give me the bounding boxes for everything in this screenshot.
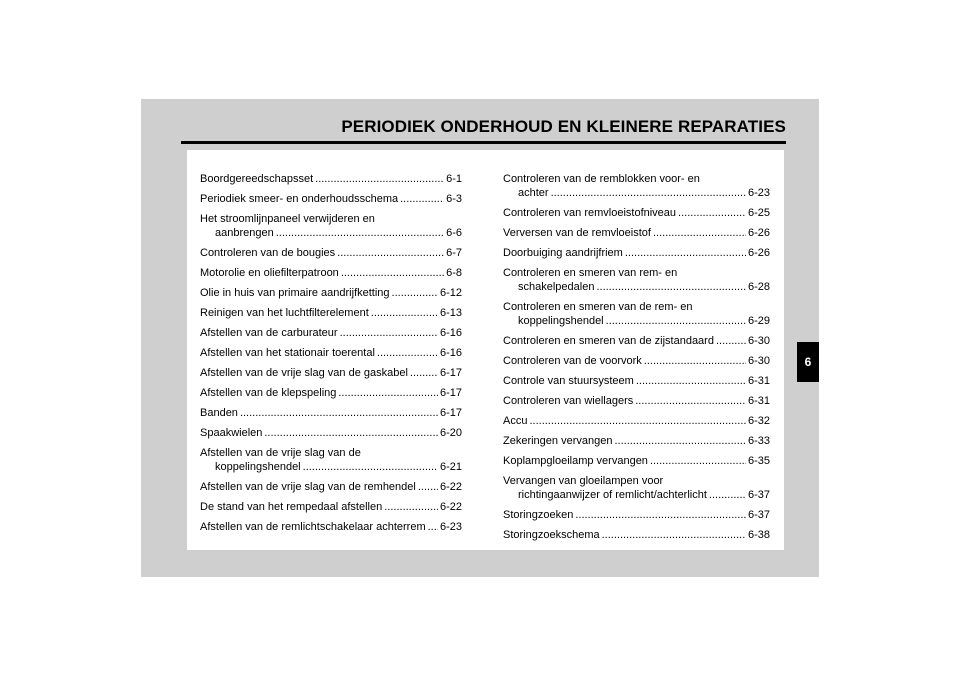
toc-entry-title: Afstellen van de vrije slag van de [200,447,361,459]
toc-entry[interactable] [503,474,770,502]
toc-entry-title: Afstellen van de vrije slag van de remhendel [200,481,416,493]
toc-entry[interactable] [200,406,462,420]
toc-dot-leader [338,386,438,400]
toc-entry-line [200,406,462,420]
toc-page-number: 6-38 [747,529,770,541]
toc-entry-title: Storingzoekschema [503,529,600,541]
toc-page-number: 6-21 [439,461,462,473]
toc-entry-line [503,280,770,294]
toc-page-number: 6-16 [439,347,462,359]
toc-page-number: 6-31 [747,395,770,407]
toc-page-number: 6-17 [439,407,462,419]
toc-entry[interactable] [200,172,462,186]
toc-page-number: 6-33 [747,435,770,447]
toc-dot-leader [400,192,444,206]
toc-entry-line [503,186,770,200]
toc-entry-line [200,346,462,360]
toc-dot-leader [606,314,746,328]
toc-entry-title: De stand van het rempedaal afstellen [200,501,383,513]
toc-entry-title: Controleren van de bougies [200,247,336,259]
toc-entry-title: Controleren van remvloeistofniveau [503,207,677,219]
toc-page-number: 6-7 [446,247,462,259]
toc-dot-leader [653,226,746,240]
toc-dot-leader [377,346,438,360]
toc-entry[interactable] [200,192,462,206]
toc-entry-title: Reinigen van het luchtfilterelement [200,307,369,319]
toc-entry-title: Controle van stuursysteem [503,375,634,387]
toc-entry-title: Zekeringen vervangen [503,435,613,447]
page-title: PERIODIEK ONDERHOUD EN KLEINERE REPARATIES [341,117,786,136]
toc-entry[interactable] [503,434,770,448]
toc-entry-line [200,246,462,260]
toc-dot-leader [418,480,438,494]
toc-entry-line [503,454,770,468]
toc-entry-line [200,366,462,380]
toc-page-number: 6-8 [446,267,462,279]
toc-entry-line [503,334,770,348]
toc-entry-title: Controleren van wiellagers [503,395,634,407]
toc-page-number: 6-1 [446,173,462,185]
toc-entry-title: Doorbuiging aandrijfriem [503,247,623,259]
toc-entry-line [200,286,462,300]
toc-entry-line [200,460,462,474]
toc-entry-title: achter [518,187,549,199]
toc-entry-title: Periodiek smeer- en onderhoudsschema [200,193,399,205]
toc-entry[interactable] [503,172,770,200]
toc-entry[interactable] [200,386,462,400]
toc-entry-line [503,414,770,428]
toc-entry[interactable] [503,414,770,428]
toc-page-number: 6-13 [439,307,462,319]
toc-entry-line [503,434,770,448]
toc-page-number: 6-28 [747,281,770,293]
toc-entry-title: Storingzoeken [503,509,574,521]
toc-page-number: 6-17 [439,367,462,379]
toc-entry-title: Afstellen van het stationair toerental [200,347,375,359]
toc-entry-line [503,300,770,314]
toc-page-number: 6-17 [439,387,462,399]
toc-page-number: 6-30 [747,355,770,367]
toc-entry[interactable] [503,528,770,542]
toc-dot-leader [716,334,746,348]
toc-dot-leader [575,508,746,522]
toc-entry-line [200,192,462,206]
toc-entry-title: Koplampgloeilamp vervangen [503,455,648,467]
toc-entry-line [503,172,770,186]
toc-entry[interactable] [503,226,770,240]
toc-dot-leader [614,434,746,448]
toc-entry[interactable] [200,346,462,360]
toc-entry[interactable] [200,480,462,494]
toc-entry-line [200,172,462,186]
toc-page-number: 6-22 [439,481,462,493]
toc-entry[interactable] [200,306,462,320]
toc-page-number: 6-31 [747,375,770,387]
toc-dot-leader [371,306,438,320]
toc-entry-line [200,306,462,320]
toc-page-number: 6-26 [747,227,770,239]
toc-entry-title: Afstellen van de carburateur [200,327,338,339]
toc-entry-title: Afstellen van de vrije slag van de gaskabel [200,367,408,379]
toc-dot-leader [709,488,746,502]
toc-page-number: 6-6 [446,227,462,239]
toc-entry-line [503,374,770,388]
toc-entry-line [200,386,462,400]
toc-page-number: 6-25 [747,207,770,219]
manual-page [141,99,819,577]
toc-entry[interactable] [503,246,770,260]
toc-entry-title: Accu [503,415,528,427]
toc-entry-line [200,212,462,226]
toc-page-number: 6-16 [439,327,462,339]
toc-entry[interactable] [200,286,462,300]
toc-entry-title: Controleren van de remblokken voor- en [503,173,700,185]
toc-entry-line [503,246,770,260]
toc-entry[interactable] [503,374,770,388]
toc-page-number: 6-23 [439,521,462,533]
toc-entry-line [503,474,770,488]
toc-entry[interactable] [503,394,770,408]
toc-entry-title: Vervangen van gloeilampen voor [503,475,664,487]
toc-dot-leader [551,186,746,200]
toc-dot-leader [602,528,746,542]
toc-entry[interactable] [503,354,770,368]
toc-page-number: 6-22 [439,501,462,513]
toc-entry-line [200,266,462,280]
toc-page-number: 6-29 [747,315,770,327]
toc-entry-title: koppelingshendel [215,461,301,473]
toc-entry-title: Verversen van de remvloeistof [503,227,651,239]
toc-dot-leader [596,280,746,294]
toc-entry-title: koppelingshendel [518,315,604,327]
toc-entry-title: Afstellen van de klepspeling [200,387,337,399]
title-underline [181,141,786,144]
toc-entry[interactable] [503,300,770,328]
toc-page-number: 6-37 [747,489,770,501]
toc-dot-leader [636,374,746,388]
toc-entry-title: Controleren en smeren van rem- en [503,267,678,279]
toc-page-number: 6-20 [439,427,462,439]
toc-entry-line [503,528,770,542]
toc-entry-title: Controleren van de voorvork [503,355,642,367]
toc-entry-line [200,500,462,514]
toc-dot-leader [337,246,444,260]
toc-dot-leader [428,520,438,534]
toc-dot-leader [650,454,746,468]
toc-entry[interactable] [503,454,770,468]
toc-entry-title: Controleren en smeren van de rem- en [503,301,693,313]
toc-page-number: 6-23 [747,187,770,199]
toc-entry-title: Banden [200,407,238,419]
chapter-tab[interactable]: 6 [797,342,819,382]
toc-entry-title: schakelpedalen [518,281,595,293]
toc-entry-title: Boordgereedschapsset [200,173,314,185]
toc-dot-leader [392,286,438,300]
toc-page-number: 6-30 [747,335,770,347]
toc-entry-line [503,314,770,328]
toc-dot-leader [315,172,444,186]
toc-entry[interactable] [200,212,462,240]
toc-dot-leader [644,354,746,368]
toc-entry-title: richtingaanwijzer of remlicht/achterlicht [518,489,707,501]
toc-entry[interactable] [200,246,462,260]
toc-entry[interactable] [200,326,462,340]
toc-column-right [503,172,770,548]
toc-page-number: 6-37 [747,509,770,521]
toc-entry-line [200,446,462,460]
toc-page-number: 6-26 [747,247,770,259]
toc-column-left [200,172,462,540]
toc-dot-leader [276,226,444,240]
toc-entry[interactable] [503,206,770,220]
toc-dot-leader [678,206,746,220]
toc-entry-line [503,206,770,220]
toc-page-number: 6-32 [747,415,770,427]
toc-page-number: 6-12 [439,287,462,299]
toc-entry[interactable] [503,334,770,348]
toc-dot-leader [341,266,444,280]
toc-dot-leader [529,414,746,428]
toc-entry[interactable] [200,520,462,534]
toc-entry-title: Olie in huis van primaire aandrijfketting [200,287,390,299]
toc-entry-title: Controleren en smeren van de zijstandaard [503,335,714,347]
toc-entry-line [503,226,770,240]
toc-entry-line [200,520,462,534]
toc-entry-line [503,488,770,502]
toc-entry-line [503,354,770,368]
toc-entry[interactable] [200,446,462,474]
toc-entry-line [503,266,770,280]
toc-dot-leader [264,426,438,440]
toc-entry-title: Afstellen van de remlichtschakelaar achterrem [200,521,426,533]
toc-entry-title: Spaakwielen [200,427,263,439]
toc-page-number: 6-3 [446,193,462,205]
table-of-contents [187,150,784,550]
toc-entry-title: Het stroomlijnpaneel verwijderen en [200,213,375,225]
toc-dot-leader [384,500,438,514]
toc-entry-line [503,394,770,408]
toc-entry[interactable] [200,426,462,440]
toc-page-number: 6-35 [747,455,770,467]
toc-entry[interactable] [200,266,462,280]
toc-entry-line [200,426,462,440]
toc-dot-leader [410,366,438,380]
toc-entry-line [503,508,770,522]
toc-entry[interactable] [200,500,462,514]
toc-dot-leader [303,460,438,474]
toc-entry-title: Motorolie en oliefilterpatroon [200,267,339,279]
toc-entry[interactable] [503,266,770,294]
toc-dot-leader [240,406,438,420]
toc-dot-leader [340,326,438,340]
toc-entry[interactable] [200,366,462,380]
toc-dot-leader [635,394,746,408]
toc-entry-line [200,226,462,240]
toc-entry-line [200,326,462,340]
toc-entry-line [200,480,462,494]
toc-entry-title: aanbrengen [215,227,274,239]
toc-dot-leader [625,246,746,260]
toc-entry[interactable] [503,508,770,522]
